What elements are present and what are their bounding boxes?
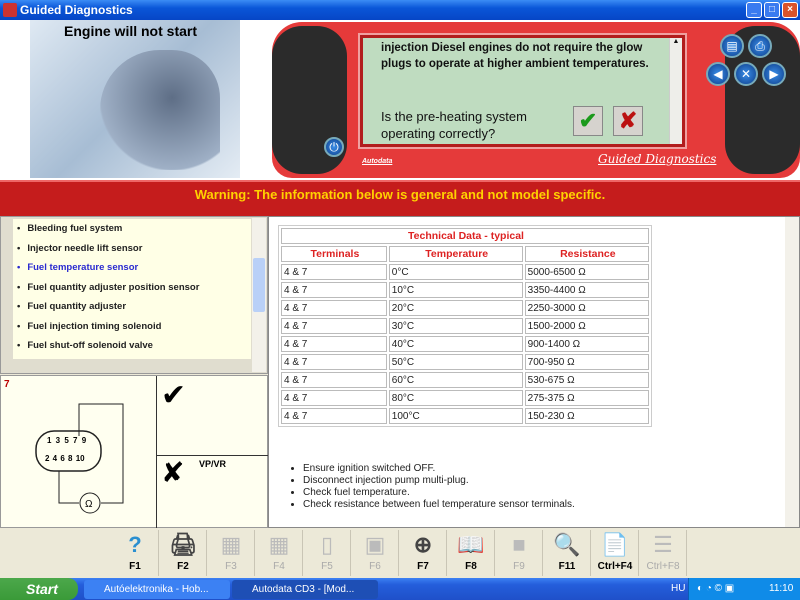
table-cell: 275-375 Ω [525, 390, 649, 406]
no-button[interactable]: ✘ [613, 106, 643, 136]
toolbar-label: F11 [558, 561, 576, 572]
column-header: Temperature [389, 246, 523, 262]
task-autodata[interactable]: Autodata CD3 - [Mod... [232, 580, 378, 599]
table-cell: 50°C [389, 354, 523, 370]
toolbar-label: F3 [225, 561, 237, 572]
table-cell: 2250-3000 Ω [525, 300, 649, 316]
table-row [281, 354, 649, 370]
toolbar-icon: ▣ [364, 532, 386, 557]
header-area [0, 20, 800, 180]
correct-check-icon: ✔ [157, 376, 268, 456]
svg-text:Ω: Ω [85, 499, 93, 510]
step: • Ensure ignition switched OFF. [303, 463, 575, 475]
table-row [281, 318, 649, 334]
table-cell: 0°C [389, 264, 523, 280]
table-title: Technical Data - typical [281, 228, 649, 244]
table-cell: 4 & 7 [281, 318, 387, 334]
table-row [281, 408, 649, 424]
content-pane [268, 216, 800, 528]
toolbar-icon: 📖 [457, 532, 485, 557]
toolbar-button-f4[interactable] [256, 530, 303, 576]
task-browser[interactable]: Autóelektronika - Hob... [84, 580, 230, 599]
list-item-selected[interactable]: • Fuel temperature sensor [17, 258, 251, 278]
table-cell: 30°C [389, 318, 523, 334]
table-cell: 4 & 7 [281, 354, 387, 370]
table-cell: 4 & 7 [281, 372, 387, 388]
topic-list [0, 216, 268, 374]
column-header: Resistance [525, 246, 649, 262]
minimize-button[interactable]: _ [746, 2, 762, 18]
toolbar-button-f3[interactable] [208, 530, 255, 576]
taskbar [0, 578, 800, 600]
page-heading: Engine will not start [64, 23, 198, 39]
toolbar-button-ctrl-f8[interactable] [640, 530, 687, 576]
technical-data-table [278, 225, 652, 427]
title-bar [0, 0, 800, 20]
list-item[interactable]: • Fuel shut-off solenoid valve [17, 336, 251, 356]
toolbar-label: F4 [273, 561, 285, 572]
language-indicator[interactable]: HU [671, 583, 686, 594]
toolbar-button-f8[interactable] [448, 530, 495, 576]
toolbar-icon: ? [128, 532, 142, 557]
table-cell: 3350-4400 Ω [525, 282, 649, 298]
table-cell: 150-230 Ω [525, 408, 649, 424]
instruction-steps [289, 463, 575, 511]
toolbar-icon: ⊕ [413, 532, 433, 557]
toolbar-label: Ctrl+F8 [646, 561, 680, 572]
table-row [281, 372, 649, 388]
step: • Check resistance between fuel temperature sensor terminals. [303, 499, 575, 511]
pump-label: VP/VR [199, 459, 227, 469]
toolbar-label: F8 [465, 561, 477, 572]
toolbar-button-f7[interactable] [400, 530, 447, 576]
table-row [281, 336, 649, 352]
toolbar-icon: 🔍 [553, 532, 581, 557]
table-cell: 4 & 7 [281, 336, 387, 352]
power-icon[interactable]: ⏻ [324, 137, 344, 157]
product-logo: Guided Diagnostics [598, 152, 717, 166]
table-cell: 530-675 Ω [525, 372, 649, 388]
forward-arrow-icon[interactable]: ▶ [762, 62, 786, 86]
connector-diagram [1, 376, 156, 526]
table-cell: 4 & 7 [281, 390, 387, 406]
toolbar-button-f11[interactable] [544, 530, 591, 576]
toolbar-button-f9[interactable] [496, 530, 543, 576]
table-row [281, 300, 649, 316]
maximize-button[interactable]: □ [764, 2, 780, 18]
print-icon[interactable]: ⎙ [748, 34, 772, 58]
toolbar-button-f6[interactable] [352, 530, 399, 576]
table-row [281, 390, 649, 406]
table-cell: 700-950 Ω [525, 354, 649, 370]
back-arrow-icon[interactable]: ◀ [706, 62, 730, 86]
function-toolbar [110, 528, 800, 578]
table-cell: 5000-6500 Ω [525, 264, 649, 280]
window-title: Guided Diagnostics [20, 3, 133, 17]
toolbar-label: F1 [129, 561, 141, 572]
toolbar-label: F6 [369, 561, 381, 572]
device-screen [360, 35, 685, 147]
toolbar-icon: 🖨 [169, 532, 197, 557]
start-button[interactable]: Start [0, 578, 78, 600]
table-row [281, 282, 649, 298]
toolbar-label: F9 [513, 561, 525, 572]
cancel-x-icon[interactable]: ✕ [734, 62, 758, 86]
table-cell: 1500-2000 Ω [525, 318, 649, 334]
table-cell: 4 & 7 [281, 264, 387, 280]
mechanic-image [100, 50, 220, 170]
toolbar-button-f2[interactable] [160, 530, 207, 576]
warning-banner: Warning: The information below is general and not model specific. [0, 180, 800, 216]
pins-bottom: 2 4 6 8 10 [45, 454, 85, 463]
table-cell: 4 & 7 [281, 408, 387, 424]
wiring-diagram [0, 375, 268, 528]
tray-icons[interactable]: ◐ ◔ © ▣ [697, 583, 735, 594]
app-icon [3, 3, 17, 17]
table-cell: 4 & 7 [281, 300, 387, 316]
content-scrollbar[interactable] [785, 217, 799, 527]
device-message: injection Diesel engines do not require the glow plugs to operate at higher ambient temperatures. [381, 42, 649, 70]
brand-logo: Autodata [362, 158, 393, 165]
toolbar-icon: ■ [512, 532, 526, 557]
toolbar-icon: ▯ [320, 532, 334, 557]
toolbar-button-ctrl-f4[interactable] [592, 530, 639, 576]
figure-number: 7 [4, 379, 10, 390]
toolbar-label: Ctrl+F4 [597, 561, 633, 572]
list-scrollbar[interactable] [252, 218, 266, 372]
toolbar-icon: ▦ [268, 532, 290, 557]
yes-button[interactable]: ✔ [573, 106, 603, 136]
table-cell: 10°C [389, 282, 523, 298]
column-header: Terminals [281, 246, 387, 262]
toolbar-icon: 📄 [601, 532, 629, 557]
header-photo [30, 20, 240, 178]
list-item[interactable]: • Fuel quantity adjuster position sensor [17, 278, 251, 298]
table-cell: 60°C [389, 372, 523, 388]
table-cell: 900-1400 Ω [525, 336, 649, 352]
step: • Disconnect injection pump multi-plug. [303, 475, 575, 487]
pins-top: 1 3 5 7 9 [47, 436, 87, 445]
table-cell: 80°C [389, 390, 523, 406]
device-question: Is the pre-heating system operating correctly? [381, 109, 527, 141]
table-cell: 40°C [389, 336, 523, 352]
table-row [281, 264, 649, 280]
list-item[interactable]: • Fuel injection timing solenoid [17, 317, 251, 337]
toolbar-button-f5[interactable] [304, 530, 351, 576]
toolbar-label: F2 [177, 561, 189, 572]
toolbar-icon: ▦ [220, 532, 242, 557]
step: • Check fuel temperature. [303, 487, 575, 499]
system-tray [671, 578, 800, 600]
list-item[interactable]: • Fuel quantity adjuster [17, 297, 251, 317]
notes-icon[interactable]: ▤ [720, 34, 744, 58]
toolbar-icon: ☰ [653, 532, 673, 557]
incorrect-x-icon: ✘ [161, 457, 185, 488]
table-cell: 100°C [389, 408, 523, 424]
toolbar-label: F5 [321, 561, 333, 572]
toolbar-label: F7 [417, 561, 429, 572]
close-button[interactable]: × [782, 2, 798, 18]
table-cell: 20°C [389, 300, 523, 316]
clock: 11:10 [769, 583, 794, 594]
device-scrollbar[interactable]: ▲ [669, 38, 682, 144]
table-cell: 4 & 7 [281, 282, 387, 298]
toolbar-button-f1[interactable] [112, 530, 159, 576]
list-item[interactable]: • Bleeding fuel system [17, 219, 251, 239]
list-item[interactable]: • Injector needle lift sensor [17, 239, 251, 259]
scroll-thumb[interactable] [253, 258, 265, 312]
